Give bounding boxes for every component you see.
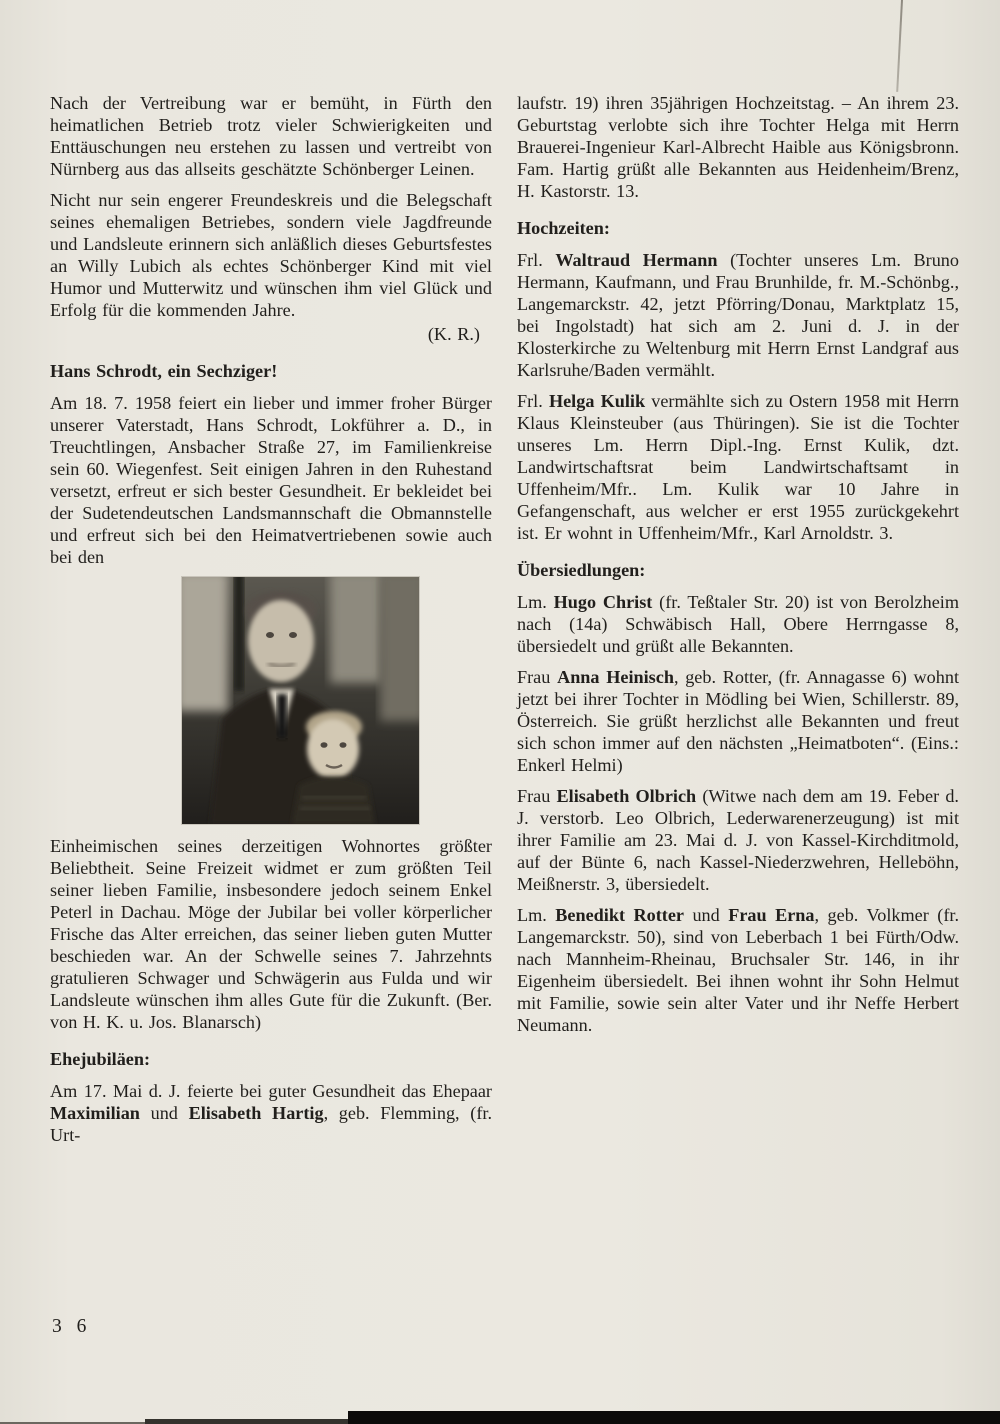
paragraph-schrodt-2: Einheimischen seines derzeitigen Wohnortes größter Beliebtheit. Seine Freizeit widmet er zum größten Teil seiner lieben Familie, insbesondere jedoch seinem Enkel Peterl in Dachau. Möge der Jubilar bei voller körperlicher Frische das Alter erreichen, das seiner lieben guten Mutter beschieden war. An der Schwelle seines 7. Jahrzehnts gratulieren Schwager und Schwägerin aus Fulda und wir Landsleute wünschen ihm alles Gute für die Zukunft. (Ber. von H. K. u. Jos. Blanarsch): [50, 836, 492, 1032]
paragraph-freundeskreis: Nicht nur sein engerer Freundeskreis und die Belegschaft seines ehemaligen Betriebes, sondern viele Jagdfreunde und Landsleute erinnern sich anläßlich dieses Geburtsfestes an Willy Lubich als echtes Schönberger Kind mit viel Humor und Mutterwitz und wünschen ihm viel Glück und Erfolg für die kommenden Jahre.: [50, 190, 492, 320]
scan-artifact-bottom-black-bar: [348, 1411, 1000, 1424]
paragraph-heinisch: Frau Anna Heinisch, geb. Rotter, (fr. Annagasse 6) wohnt jetzt bei ihrer Tochter in Mödling bei Wien, Schillerstr. 89, Österreich. Sie grüßt herzlichst alle Bekannten und freut sich schon immer auf den nächsten „Heimatboten“. (Eins.: Enkerl Helmi): [517, 667, 959, 775]
author-initials: (K. R.): [427, 324, 480, 344]
paragraph-hartig: Am 17. Mai d. J. feierte bei guter Gesundheit das Ehepaar Maximilian und Elisabeth Hartig, geb. Flemming, (fr. Urt-: [50, 1081, 492, 1145]
scan-artifact-vertical-line: [896, 0, 903, 92]
left-column: [50, 92, 492, 1155]
portrait-photo-graphic: [182, 577, 419, 824]
heading-ehejubilaeen: Ehejubiläen:: [50, 1049, 151, 1069]
paragraph-hartig-continuation: laufstr. 19) ihren 35jährigen Hochzeitstag. – An ihrem 23. Geburtstag verlobte sich ihre Tochter Helga mit Herrn Brauerei-Ingenieur Karl-Albrecht Haible aus Königsbronn. Fam. Hartig grüßt alle Bekannten aus Heidenheim/Brenz, H. Kastorstr. 13.: [517, 93, 959, 201]
scan-artifact-bottom-thin-bar: [145, 1419, 350, 1424]
paragraph-schrodt-1: Am 18. 7. 1958 feiert ein lieber und immer froher Bürger unserer Vaterstadt, Hans Schrodt, Lokführer a. D., in Treuchtlingen, Ansbacher Straße 27, im Familienkreise sein 60. Wiegenfest. Seit einigen Jahren in den Ruhestand versetzt, erfreut er sich bester Gesundheit. Er bekleidet bei der Sudetendeutschen Landsmannschaft die Obmannstelle und erfreut sich bei den Heimatvertriebenen sowie auch bei den: [50, 393, 492, 567]
paragraph-rotter: Lm. Benedikt Rotter und Frau Erna, geb. Volkmer (fr. Langemarckstr. 50), sind von Leberbach 1 bei Fürth/Odw. nach Mannheim-Rheinau, Bruchsaler Str. 146, in ihr Eigenheim übersiedelt. Bei ihnen wohnt ihr Sohn Helmut mit Familie, sowie sein alter Vater und ihr Neffe Herbert Neumann.: [517, 905, 959, 1035]
paragraph-vertreibung: Nach der Vertreibung war er bemüht, in Fürth den heimatlichen Betrieb trotz vieler Schwierigkeiten und Enttäuschungen neu erstehen zu lassen und vertreibt von Nürnberg aus das allseits geschätzte Schönberger Leinen.: [50, 93, 492, 179]
paragraph-hermann: Frl. Waltraud Hermann (Tochter unseres Lm. Bruno Hermann, Kaufmann, und Frau Brunhilde, fr. M.-Schönbg., Langemarckstr. 42, jetzt Pförring/Donau, Marktplatz 15, bei Ingolstadt) hat sich am 2. Juni d. J. in der Klosterkirche zu Weltenburg mit Herrn Ernst Landgraf aus Karlsruhe/Baden vermählt.: [517, 250, 959, 380]
paragraph-olbrich: Frau Elisabeth Olbrich (Witwe nach dem am 19. Feber d. J. verstorb. Leo Olbrich, Lederwarenerzeugung) ist mit ihrer Familie am 23. Mai d. J. von Kassel-Kirchditmold, auf der Bünte 6, nach Kassel-Niederzwehren, Helleböhn, Meißnerstr. 3, übersiedelt.: [517, 786, 959, 894]
right-column: [517, 92, 959, 1045]
heading-hans-schrodt: Hans Schrodt, ein Sechziger!: [50, 361, 278, 381]
portrait-photo: [182, 577, 419, 824]
paragraph-kulik: Frl. Helga Kulik vermählte sich zu Ostern 1958 mit Herrn Klaus Kleinsteuber (aus Thüringen). Sie ist die Tochter unseres Lm. Herrn Dipl.-Ing. Ernst Kulik, dzt. Landwirtschaftsrat beim Landwirtschaftsamt in Uffenheim/Mfr.. Lm. Kulik war 10 Jahre in Gefangenschaft, aus welcher er erst 1955 zurückgekehrt ist. Er wohnt in Uffenheim/Mfr., Karl Arnoldstr. 3.: [517, 391, 959, 543]
page-number: 3 6: [52, 1316, 92, 1337]
heading-uebersiedlungen: Übersiedlungen:: [517, 560, 646, 580]
paragraph-christ: Lm. Hugo Christ (fr. Teßtaler Str. 20) ist von Berolzheim nach (14a) Schwäbisch Hall, Obere Herrngasse 8, übersiedelt und grüßt alle Bekannten.: [517, 592, 959, 656]
heading-hochzeiten: Hochzeiten:: [517, 218, 610, 238]
